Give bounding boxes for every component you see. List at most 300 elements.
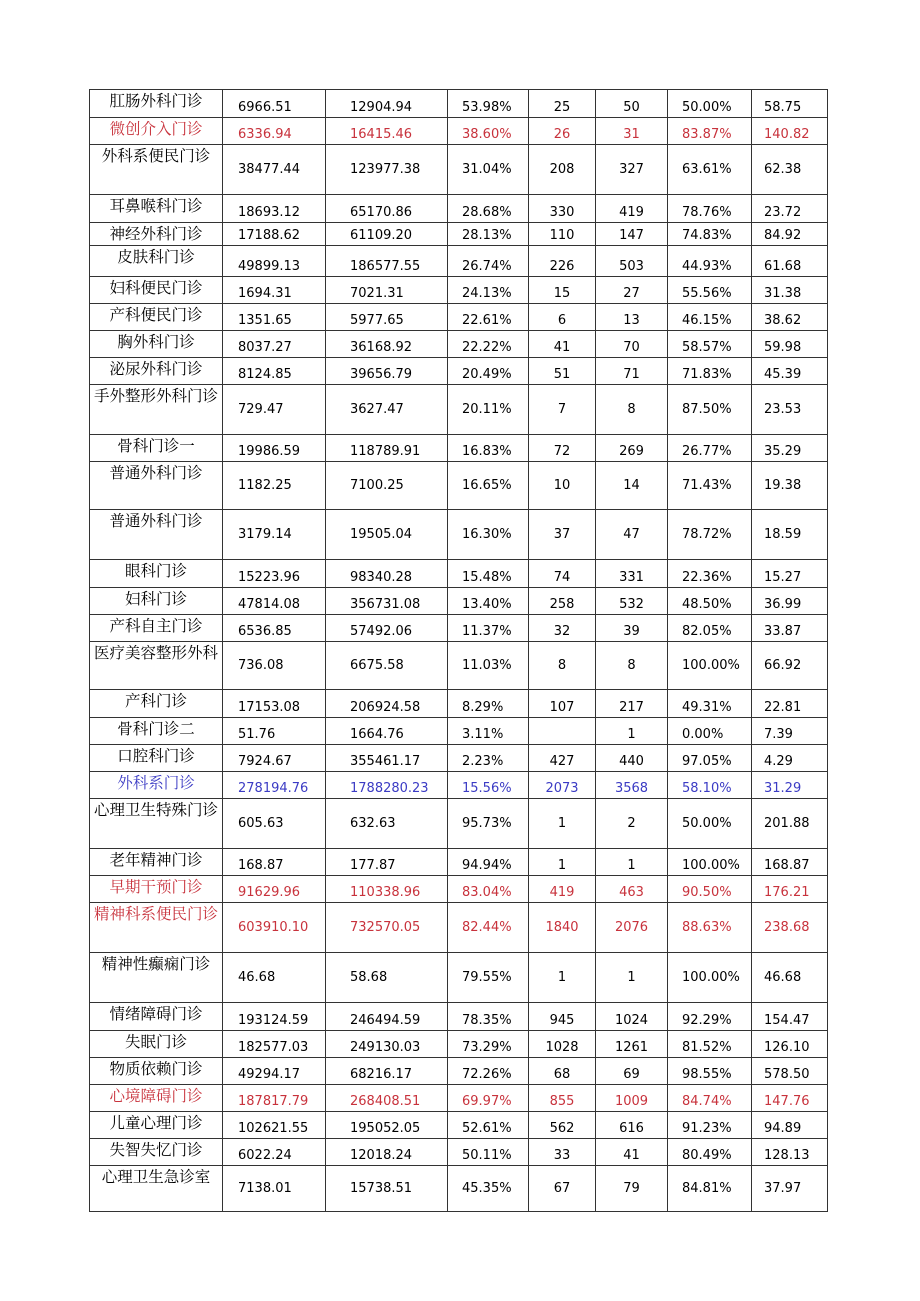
count-a-cell: 41 [529,331,596,358]
amount-b-cell: 246494.59 [326,1003,448,1031]
count-a-cell: 1028 [529,1031,596,1058]
count-a-cell: 6 [529,304,596,331]
count-b-cell: 1 [596,849,668,876]
amount-a-cell: 19986.59 [223,435,326,462]
table-body [90,90,828,1212]
amount-a-cell: 6536.85 [223,615,326,642]
table-row [90,588,828,615]
average-cell: 15.27 [752,560,828,588]
amount-a-cell: 729.47 [223,385,326,435]
ratio-cell: 16.65% [448,462,529,510]
average-cell: 38.62 [752,304,828,331]
amount-a-cell: 187817.79 [223,1085,326,1112]
ratio-cell: 82.44% [448,903,529,953]
department-name-cell: 普通外科门诊 [90,510,223,560]
department-name-cell: 骨科门诊二 [90,718,223,745]
amount-a-cell: 193124.59 [223,1003,326,1031]
count-a-cell: 562 [529,1112,596,1139]
amount-a-cell: 102621.55 [223,1112,326,1139]
ratio-cell: 53.98% [448,90,529,118]
count-b-cell: 147 [596,223,668,246]
ratio-cell: 73.29% [448,1031,529,1058]
table-row [90,560,828,588]
average-cell: 23.53 [752,385,828,435]
amount-b-cell: 15738.51 [326,1166,448,1212]
department-name-cell: 失眠门诊 [90,1031,223,1058]
count-b-cell: 79 [596,1166,668,1212]
average-cell: 31.38 [752,277,828,304]
amount-a-cell: 8037.27 [223,331,326,358]
table-row [90,145,828,195]
count-b-cell: 269 [596,435,668,462]
department-name-cell: 胸外科门诊 [90,331,223,358]
count-b-cell: 69 [596,1058,668,1085]
average-cell: 36.99 [752,588,828,615]
count-a-cell: 419 [529,876,596,903]
department-name-cell: 产科门诊 [90,690,223,718]
table-row [90,953,828,1003]
department-name-cell: 失智失忆门诊 [90,1139,223,1166]
count-a-cell: 51 [529,358,596,385]
rate-cell: 84.74% [668,1085,752,1112]
count-b-cell: 13 [596,304,668,331]
rate-cell: 78.72% [668,510,752,560]
count-a-cell: 110 [529,223,596,246]
count-b-cell: 217 [596,690,668,718]
table-row [90,718,828,745]
average-cell: 578.50 [752,1058,828,1085]
average-cell: 7.39 [752,718,828,745]
rate-cell: 90.50% [668,876,752,903]
department-name-cell: 心境障碍门诊 [90,1085,223,1112]
amount-b-cell: 732570.05 [326,903,448,953]
count-b-cell: 1 [596,718,668,745]
amount-a-cell: 51.76 [223,718,326,745]
amount-b-cell: 355461.17 [326,745,448,772]
ratio-cell: 16.30% [448,510,529,560]
rate-cell: 78.76% [668,195,752,223]
average-cell: 61.68 [752,246,828,277]
amount-b-cell: 7100.25 [326,462,448,510]
department-name-cell: 外科系门诊 [90,772,223,799]
count-b-cell: 14 [596,462,668,510]
table-row [90,642,828,690]
department-name-cell: 泌尿外科门诊 [90,358,223,385]
count-b-cell: 50 [596,90,668,118]
ratio-cell: 24.13% [448,277,529,304]
table-row [90,90,828,118]
amount-a-cell: 182577.03 [223,1031,326,1058]
average-cell: 140.82 [752,118,828,145]
ratio-cell: 3.11% [448,718,529,745]
amount-a-cell: 8124.85 [223,358,326,385]
amount-a-cell: 18693.12 [223,195,326,223]
count-b-cell: 1009 [596,1085,668,1112]
amount-b-cell: 39656.79 [326,358,448,385]
table-row [90,195,828,223]
ratio-cell: 78.35% [448,1003,529,1031]
rate-cell: 98.55% [668,1058,752,1085]
ratio-cell: 50.11% [448,1139,529,1166]
ratio-cell: 52.61% [448,1112,529,1139]
table-row [90,1166,828,1212]
count-b-cell: 41 [596,1139,668,1166]
average-cell: 84.92 [752,223,828,246]
amount-b-cell: 65170.86 [326,195,448,223]
department-name-cell: 神经外科门诊 [90,223,223,246]
table-row [90,1085,828,1112]
department-name-cell: 物质依赖门诊 [90,1058,223,1085]
table-row [90,1031,828,1058]
rate-cell: 84.81% [668,1166,752,1212]
ratio-cell: 38.60% [448,118,529,145]
department-name-cell: 精神科系便民门诊 [90,903,223,953]
count-b-cell: 70 [596,331,668,358]
ratio-cell: 20.49% [448,358,529,385]
amount-a-cell: 91629.96 [223,876,326,903]
average-cell: 4.29 [752,745,828,772]
rate-cell: 0.00% [668,718,752,745]
amount-a-cell: 1182.25 [223,462,326,510]
amount-b-cell: 1788280.23 [326,772,448,799]
amount-b-cell: 195052.05 [326,1112,448,1139]
rate-cell: 63.61% [668,145,752,195]
amount-b-cell: 3627.47 [326,385,448,435]
average-cell: 31.29 [752,772,828,799]
count-a-cell: 330 [529,195,596,223]
department-name-cell: 产科自主门诊 [90,615,223,642]
table-row [90,1003,828,1031]
table-row [90,246,828,277]
count-a-cell: 32 [529,615,596,642]
ratio-cell: 79.55% [448,953,529,1003]
average-cell: 176.21 [752,876,828,903]
amount-a-cell: 3179.14 [223,510,326,560]
rate-cell: 81.52% [668,1031,752,1058]
department-name-cell: 妇科便民门诊 [90,277,223,304]
average-cell: 23.72 [752,195,828,223]
count-a-cell [529,718,596,745]
table-row [90,615,828,642]
ratio-cell: 15.56% [448,772,529,799]
average-cell: 37.97 [752,1166,828,1212]
average-cell: 18.59 [752,510,828,560]
amount-b-cell: 58.68 [326,953,448,1003]
count-a-cell: 74 [529,560,596,588]
outpatient-data-table [89,89,828,1212]
amount-a-cell: 49899.13 [223,246,326,277]
rate-cell: 88.63% [668,903,752,953]
count-b-cell: 47 [596,510,668,560]
count-b-cell: 2076 [596,903,668,953]
count-b-cell: 71 [596,358,668,385]
count-b-cell: 503 [596,246,668,277]
amount-b-cell: 7021.31 [326,277,448,304]
amount-a-cell: 49294.17 [223,1058,326,1085]
amount-b-cell: 5977.65 [326,304,448,331]
count-a-cell: 208 [529,145,596,195]
department-name-cell: 妇科门诊 [90,588,223,615]
count-b-cell: 1 [596,953,668,1003]
table-row [90,277,828,304]
count-a-cell: 25 [529,90,596,118]
average-cell: 58.75 [752,90,828,118]
rate-cell: 46.15% [668,304,752,331]
amount-b-cell: 61109.20 [326,223,448,246]
ratio-cell: 15.48% [448,560,529,588]
count-b-cell: 532 [596,588,668,615]
amount-a-cell: 6022.24 [223,1139,326,1166]
count-b-cell: 419 [596,195,668,223]
department-name-cell: 早期干预门诊 [90,876,223,903]
amount-b-cell: 57492.06 [326,615,448,642]
department-name-cell: 产科便民门诊 [90,304,223,331]
ratio-cell: 22.22% [448,331,529,358]
department-name-cell: 肛肠外科门诊 [90,90,223,118]
table-row [90,1112,828,1139]
rate-cell: 44.93% [668,246,752,277]
average-cell: 33.87 [752,615,828,642]
rate-cell: 26.77% [668,435,752,462]
count-a-cell: 107 [529,690,596,718]
rate-cell: 22.36% [668,560,752,588]
rate-cell: 49.31% [668,690,752,718]
rate-cell: 55.56% [668,277,752,304]
ratio-cell: 72.26% [448,1058,529,1085]
amount-b-cell: 206924.58 [326,690,448,718]
rate-cell: 58.10% [668,772,752,799]
department-name-cell: 心理卫生特殊门诊 [90,799,223,849]
amount-b-cell: 186577.55 [326,246,448,277]
count-b-cell: 463 [596,876,668,903]
count-a-cell: 1 [529,849,596,876]
count-a-cell: 2073 [529,772,596,799]
ratio-cell: 28.68% [448,195,529,223]
count-a-cell: 15 [529,277,596,304]
table-row [90,435,828,462]
ratio-cell: 22.61% [448,304,529,331]
amount-b-cell: 12018.24 [326,1139,448,1166]
amount-a-cell: 7924.67 [223,745,326,772]
count-a-cell: 258 [529,588,596,615]
average-cell: 46.68 [752,953,828,1003]
department-name-cell: 心理卫生急诊室 [90,1166,223,1212]
table-row [90,1139,828,1166]
average-cell: 94.89 [752,1112,828,1139]
department-name-cell: 骨科门诊一 [90,435,223,462]
ratio-cell: 16.83% [448,435,529,462]
rate-cell: 100.00% [668,953,752,1003]
amount-a-cell: 47814.08 [223,588,326,615]
table-row [90,510,828,560]
count-a-cell: 427 [529,745,596,772]
table-row [90,223,828,246]
average-cell: 19.38 [752,462,828,510]
table-row [90,385,828,435]
table-row [90,690,828,718]
ratio-cell: 45.35% [448,1166,529,1212]
amount-a-cell: 603910.10 [223,903,326,953]
table-row [90,304,828,331]
table-row [90,358,828,385]
count-a-cell: 226 [529,246,596,277]
rate-cell: 100.00% [668,642,752,690]
amount-b-cell: 110338.96 [326,876,448,903]
department-name-cell: 耳鼻喉科门诊 [90,195,223,223]
amount-b-cell: 123977.38 [326,145,448,195]
amount-b-cell: 356731.08 [326,588,448,615]
department-name-cell: 医疗美容整形外科 [90,642,223,690]
count-b-cell: 27 [596,277,668,304]
rate-cell: 48.50% [668,588,752,615]
count-a-cell: 855 [529,1085,596,1112]
count-b-cell: 1024 [596,1003,668,1031]
count-b-cell: 39 [596,615,668,642]
amount-b-cell: 177.87 [326,849,448,876]
table-row [90,462,828,510]
average-cell: 126.10 [752,1031,828,1058]
count-a-cell: 1 [529,799,596,849]
amount-a-cell: 6336.94 [223,118,326,145]
department-name-cell: 手外整形外科门诊 [90,385,223,435]
amount-b-cell: 249130.03 [326,1031,448,1058]
table-row [90,745,828,772]
ratio-cell: 11.37% [448,615,529,642]
ratio-cell: 13.40% [448,588,529,615]
count-b-cell: 1261 [596,1031,668,1058]
amount-a-cell: 168.87 [223,849,326,876]
ratio-cell: 31.04% [448,145,529,195]
rate-cell: 100.00% [668,849,752,876]
count-b-cell: 616 [596,1112,668,1139]
amount-b-cell: 632.63 [326,799,448,849]
amount-a-cell: 15223.96 [223,560,326,588]
amount-b-cell: 36168.92 [326,331,448,358]
department-name-cell: 眼科门诊 [90,560,223,588]
ratio-cell: 94.94% [448,849,529,876]
amount-a-cell: 1694.31 [223,277,326,304]
count-a-cell: 1 [529,953,596,1003]
ratio-cell: 69.97% [448,1085,529,1112]
amount-b-cell: 268408.51 [326,1085,448,1112]
count-b-cell: 2 [596,799,668,849]
amount-a-cell: 1351.65 [223,304,326,331]
amount-b-cell: 68216.17 [326,1058,448,1085]
department-name-cell: 皮肤科门诊 [90,246,223,277]
department-name-cell: 精神性癫痫门诊 [90,953,223,1003]
amount-b-cell: 1664.76 [326,718,448,745]
count-a-cell: 945 [529,1003,596,1031]
department-name-cell: 微创介入门诊 [90,118,223,145]
table-row [90,1058,828,1085]
ratio-cell: 2.23% [448,745,529,772]
ratio-cell: 8.29% [448,690,529,718]
ratio-cell: 20.11% [448,385,529,435]
average-cell: 201.88 [752,799,828,849]
count-b-cell: 8 [596,642,668,690]
department-name-cell: 外科系便民门诊 [90,145,223,195]
amount-a-cell: 736.08 [223,642,326,690]
department-name-cell: 情绪障碍门诊 [90,1003,223,1031]
amount-b-cell: 19505.04 [326,510,448,560]
amount-a-cell: 6966.51 [223,90,326,118]
average-cell: 168.87 [752,849,828,876]
count-b-cell: 440 [596,745,668,772]
rate-cell: 82.05% [668,615,752,642]
average-cell: 147.76 [752,1085,828,1112]
rate-cell: 71.43% [668,462,752,510]
average-cell: 238.68 [752,903,828,953]
rate-cell: 58.57% [668,331,752,358]
average-cell: 128.13 [752,1139,828,1166]
amount-a-cell: 7138.01 [223,1166,326,1212]
amount-b-cell: 118789.91 [326,435,448,462]
ratio-cell: 95.73% [448,799,529,849]
rate-cell: 91.23% [668,1112,752,1139]
ratio-cell: 26.74% [448,246,529,277]
count-b-cell: 31 [596,118,668,145]
count-a-cell: 8 [529,642,596,690]
rate-cell: 92.29% [668,1003,752,1031]
count-b-cell: 3568 [596,772,668,799]
table-row [90,849,828,876]
ratio-cell: 11.03% [448,642,529,690]
amount-a-cell: 46.68 [223,953,326,1003]
amount-a-cell: 38477.44 [223,145,326,195]
count-a-cell: 1840 [529,903,596,953]
average-cell: 66.92 [752,642,828,690]
rate-cell: 50.00% [668,799,752,849]
amount-a-cell: 17153.08 [223,690,326,718]
average-cell: 154.47 [752,1003,828,1031]
department-name-cell: 普通外科门诊 [90,462,223,510]
ratio-cell: 83.04% [448,876,529,903]
count-a-cell: 7 [529,385,596,435]
average-cell: 22.81 [752,690,828,718]
average-cell: 59.98 [752,331,828,358]
table-row [90,903,828,953]
count-a-cell: 37 [529,510,596,560]
amount-b-cell: 16415.46 [326,118,448,145]
average-cell: 62.38 [752,145,828,195]
rate-cell: 80.49% [668,1139,752,1166]
department-name-cell: 儿童心理门诊 [90,1112,223,1139]
count-a-cell: 72 [529,435,596,462]
average-cell: 35.29 [752,435,828,462]
table-row [90,772,828,799]
count-a-cell: 67 [529,1166,596,1212]
amount-b-cell: 98340.28 [326,560,448,588]
table-row [90,118,828,145]
table-row [90,876,828,903]
count-b-cell: 8 [596,385,668,435]
amount-a-cell: 278194.76 [223,772,326,799]
count-a-cell: 68 [529,1058,596,1085]
rate-cell: 74.83% [668,223,752,246]
table-row [90,799,828,849]
rate-cell: 97.05% [668,745,752,772]
count-b-cell: 327 [596,145,668,195]
rate-cell: 83.87% [668,118,752,145]
table-row [90,331,828,358]
amount-b-cell: 6675.58 [326,642,448,690]
rate-cell: 87.50% [668,385,752,435]
amount-a-cell: 605.63 [223,799,326,849]
rate-cell: 71.83% [668,358,752,385]
count-a-cell: 33 [529,1139,596,1166]
amount-b-cell: 12904.94 [326,90,448,118]
count-b-cell: 331 [596,560,668,588]
